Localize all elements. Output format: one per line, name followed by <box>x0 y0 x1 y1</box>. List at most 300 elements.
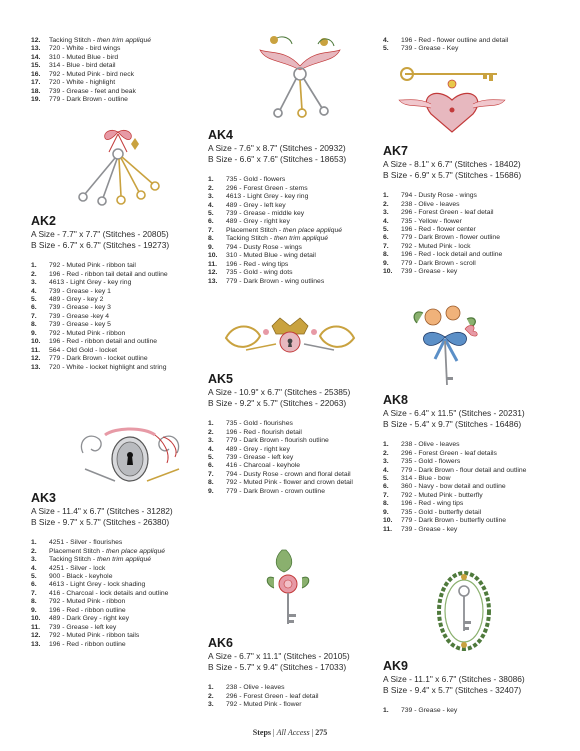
item-number: 9. <box>31 606 37 614</box>
thread-color-item <box>383 517 563 525</box>
thread-color-item <box>31 556 199 564</box>
design-code: AK4 <box>208 128 234 142</box>
thread-color-item <box>383 441 563 449</box>
thread-color-list <box>383 37 563 54</box>
thread-color-item <box>208 701 378 709</box>
item-number: 6. <box>31 304 37 312</box>
thread-color-item <box>208 252 378 260</box>
item-number: 10. <box>383 517 393 525</box>
item-text: 238 - Olive - leaves <box>401 441 460 449</box>
footer-section: All Access <box>276 728 310 737</box>
thread-color-item <box>31 79 199 87</box>
item-number: 4. <box>208 201 214 209</box>
thread-color-item <box>383 483 563 491</box>
item-text: 779 - Dark Brown - flour detail and outline <box>401 466 527 474</box>
item-number: 11. <box>208 260 218 268</box>
thread-color-item <box>383 234 563 242</box>
item-number: 3. <box>208 701 214 709</box>
item-number: 6. <box>208 218 214 226</box>
item-text: 739 - Grease - key 3 <box>49 304 111 312</box>
item-number: 14. <box>31 53 41 61</box>
thread-color-item <box>31 624 199 632</box>
ak6-block <box>208 636 378 710</box>
thread-color-item <box>208 235 378 243</box>
ak8-block <box>383 393 563 534</box>
item-text: 735 - Gold - wing dots <box>226 269 293 277</box>
item-number: 3. <box>208 193 214 201</box>
item-text: 779 - Dark Brown - locket outline <box>49 355 148 363</box>
thread-color-item <box>208 244 378 252</box>
thread-color-item <box>31 330 199 338</box>
item-number: 2. <box>31 547 37 555</box>
thread-color-item <box>208 202 378 210</box>
item-text: 779 - Dark Brown - butterfly outline <box>401 517 507 525</box>
thread-color-item <box>208 227 378 235</box>
thread-color-item <box>31 641 199 649</box>
thread-color-item <box>31 71 199 79</box>
item-text: 196 - Red - flower center <box>401 226 476 233</box>
ak7-heart-lock-embroidery-image <box>397 64 507 140</box>
item-number: 2. <box>383 449 389 457</box>
thread-color-item <box>383 37 563 45</box>
thread-color-item <box>383 251 563 259</box>
item-number: 11. <box>31 623 41 631</box>
item-number: 1. <box>31 262 37 270</box>
ak8-bow-key-embroidery-image <box>407 303 487 391</box>
item-text: 792 - Muted Pink - ribbon <box>49 329 126 337</box>
thread-color-item <box>208 454 378 462</box>
item-text: 739 - Grease - feet and beak <box>49 87 136 95</box>
item-text: 735 - Gold - flowers <box>401 458 461 466</box>
item-number: 12. <box>31 632 41 640</box>
item-number: 13. <box>31 640 41 648</box>
thread-color-item <box>383 218 563 226</box>
item-text: 739 - Grease - key <box>401 707 458 715</box>
item-number: 8. <box>383 500 389 508</box>
thread-color-item <box>31 338 199 346</box>
page-number: 275 <box>315 728 328 737</box>
item-text: 360 - Navy - bow detail and outline <box>401 483 506 491</box>
item-text: 296 - Forest Green - leaf detail <box>226 692 319 700</box>
item-number: 6. <box>31 581 37 589</box>
item-number: 1. <box>383 192 389 200</box>
item-number: 18. <box>31 87 41 95</box>
thread-color-item <box>31 347 199 355</box>
item-number: 1. <box>208 684 214 692</box>
design-code: AK3 <box>31 491 57 505</box>
item-text: Placement Stitch - <box>226 226 284 234</box>
thread-color-list <box>31 539 199 649</box>
item-number: 3. <box>383 209 389 217</box>
size-b-line: B Size - 5.4" x 9.7" (Stitches - 16486) <box>383 418 522 429</box>
item-number: 4. <box>383 37 389 44</box>
item-number: 1. <box>31 539 37 547</box>
item-number: 8. <box>383 251 389 259</box>
thread-color-list <box>383 441 563 534</box>
thread-color-item <box>208 429 378 437</box>
item-text: 779 - Dark Brown - crown outline <box>226 487 325 495</box>
size-a-line: A Size - 7.7" x 7.7" (Stitches - 20805) <box>31 229 169 239</box>
item-text: 779 - Dark Brown - scroll <box>401 259 476 267</box>
thread-color-item <box>208 176 378 184</box>
thread-color-item <box>208 693 378 701</box>
thread-color-item <box>31 539 199 547</box>
item-number: 10. <box>31 615 41 623</box>
thread-color-item <box>208 185 378 193</box>
thread-color-item <box>31 304 199 312</box>
item-text: 238 - Olive - leaves <box>401 200 460 208</box>
design-code: AK7 <box>383 144 409 158</box>
item-text: 779 - Dark Brown - flower outline <box>401 234 500 242</box>
size-b-line: B Size - 9.2" x 5.7" (Stitches - 22063) <box>208 397 347 408</box>
item-number: 2. <box>383 200 389 208</box>
item-number: 6. <box>383 483 389 491</box>
thread-color-item <box>31 88 199 96</box>
item-text: 720 - White - locket highlight and string <box>49 363 167 371</box>
item-text: 238 - Olive - leaves <box>226 684 285 692</box>
item-number: 4. <box>31 564 37 572</box>
item-number: 6. <box>383 234 389 242</box>
item-number: 16. <box>31 70 41 78</box>
item-text: 739 - Grease - key <box>401 525 458 533</box>
item-number: 8. <box>208 479 214 487</box>
item-number: 10. <box>208 252 218 260</box>
item-number: 8. <box>31 598 37 606</box>
size-a-line: A Size - 8.1" x 6.7" (Stitches - 18402) <box>383 159 521 169</box>
item-number: 12. <box>208 269 218 277</box>
item-text: 196 - Red - lock detail and outline <box>401 251 503 259</box>
thread-color-list <box>31 37 199 105</box>
thread-color-item <box>31 581 199 589</box>
item-text: 779 - Dark Brown - wing outlines <box>226 277 325 285</box>
item-text: 196 - Red - wing tips <box>226 260 289 268</box>
thread-color-item <box>31 62 199 70</box>
item-number: 1. <box>383 707 389 715</box>
item-note: then place appliqué <box>106 547 166 555</box>
size-a-line: A Size - 7.6" x 8.7" (Stitches - 20932) <box>208 143 346 153</box>
thread-color-item <box>383 243 563 251</box>
item-number: 13. <box>31 363 41 371</box>
item-text: 900 - Black - keyhole <box>49 573 113 580</box>
item-number: 9. <box>208 487 214 495</box>
item-number: 9. <box>208 243 214 251</box>
thread-color-list <box>208 684 378 709</box>
item-text: 792 - Muted Pink - flower <box>226 701 302 709</box>
item-text: 792 - Muted Pink - ribbon tail <box>49 262 136 270</box>
item-number: 10. <box>31 338 41 346</box>
item-text: 489 - Dark Grey - right key <box>49 615 130 623</box>
thread-color-item <box>383 500 563 508</box>
thread-color-item <box>208 471 378 479</box>
design-code: AK2 <box>31 214 57 228</box>
item-text: 720 - White - highlight <box>49 79 116 87</box>
size-a-line: A Size - 6.7" x 11.1" (Stitches - 20105) <box>208 651 350 661</box>
item-text: 489 - Grey - right key <box>226 218 290 226</box>
size-b-line: B Size - 6.9" x 5.7" (Stitches - 15686) <box>383 169 522 180</box>
item-number: 2. <box>31 270 37 278</box>
item-number: 7. <box>208 226 214 234</box>
item-text: 792 - Muted Pink - ribbon <box>49 598 126 606</box>
size-b-line: B Size - 9.7" x 5.7" (Stitches - 26380) <box>31 516 170 527</box>
thread-color-item <box>208 278 378 286</box>
item-text: 4251 - Silver - lock <box>49 564 106 572</box>
item-number: 7. <box>208 470 214 478</box>
item-number: 5. <box>208 454 214 461</box>
footer-separator: | <box>311 728 314 737</box>
item-text: 564 - Old Gold - locket <box>49 346 117 354</box>
item-note: then place appliqué <box>283 226 343 234</box>
thread-color-item <box>383 192 563 200</box>
item-number: 10. <box>383 268 393 276</box>
thread-color-item <box>208 462 378 470</box>
thread-color-item <box>208 269 378 277</box>
item-text: 4613 - Light Grey - lock shading <box>49 581 146 589</box>
thread-color-item <box>208 193 378 201</box>
item-text: 735 - Gold - flourishes <box>226 420 293 428</box>
item-note: then trim appliqué <box>96 556 152 564</box>
size-b-line: B Size - 6.6" x 7.6" (Stitches - 18653) <box>208 153 347 164</box>
thread-color-item <box>383 492 563 500</box>
thread-color-list <box>208 176 378 286</box>
item-text: 735 - Gold - butterfly detail <box>401 508 482 516</box>
item-text: 489 - Grey - key 2 <box>49 296 104 303</box>
item-text: Tacking Stitch - <box>49 37 97 44</box>
item-text: Tacking Stitch - <box>226 235 274 243</box>
item-number: 6. <box>208 462 214 470</box>
item-number: 7. <box>31 312 37 320</box>
item-text: 779 - Dark Brown - outline <box>49 96 128 104</box>
thread-color-item <box>31 288 199 296</box>
item-number: 17. <box>31 79 41 87</box>
size-b-line: B Size - 5.7" x 9.4" (Stitches - 17033) <box>208 661 347 672</box>
item-text: 196 - Red - wing tips <box>401 500 464 508</box>
item-number: 13. <box>31 45 41 53</box>
thread-color-item <box>383 707 563 715</box>
item-text: 720 - White - bird wings <box>49 45 121 53</box>
item-text: 489 - Grey - right key <box>226 445 290 453</box>
item-text: 792 - Muted Pink - ribbon tails <box>49 632 140 640</box>
item-number: 12. <box>31 355 41 363</box>
item-number: 3. <box>31 279 37 287</box>
thread-color-item <box>383 475 563 483</box>
ak5-crown-embroidery-image <box>220 314 360 360</box>
item-number: 1. <box>208 420 214 428</box>
item-text: 739 - Grease - key 1 <box>49 287 111 295</box>
ak2-keys-embroidery-image <box>73 126 163 206</box>
thread-color-item <box>31 364 199 372</box>
thread-color-item <box>31 590 199 598</box>
item-text: 739 - Grease -key 4 <box>49 312 110 320</box>
item-text: 314 - Blue - bird detail <box>49 62 116 70</box>
thread-color-item <box>31 607 199 615</box>
item-number: 2. <box>208 184 214 192</box>
item-number: 5. <box>383 45 389 53</box>
design-code: AK8 <box>383 393 409 407</box>
thread-color-item <box>31 565 199 573</box>
item-text: 296 - Forest Green - stems <box>226 184 308 192</box>
item-text: 739 - Grease - Key <box>401 45 459 53</box>
item-text: 794 - Dusty Rose - wings <box>226 243 302 251</box>
item-number: 8. <box>31 321 37 329</box>
thread-color-item <box>383 201 563 209</box>
item-text: 739 - Grease - left key <box>226 454 294 461</box>
item-number: 1. <box>383 441 389 449</box>
item-number: 5. <box>383 226 389 233</box>
thread-color-item <box>383 450 563 458</box>
ak6-continued <box>383 37 563 54</box>
item-number: 3. <box>383 458 389 466</box>
ak6-key-rose-embroidery-image <box>260 544 320 632</box>
item-text: 739 - Grease - left key <box>49 623 117 631</box>
thread-color-item <box>31 598 199 606</box>
item-number: 5. <box>383 475 389 482</box>
item-number: 3. <box>31 556 37 564</box>
thread-color-item <box>383 268 563 276</box>
item-text: 779 - Dark Brown - flourish outline <box>226 437 329 445</box>
item-number: 5. <box>31 296 37 303</box>
item-number: 8. <box>208 235 214 243</box>
thread-color-item <box>31 313 199 321</box>
thread-color-item <box>208 261 378 269</box>
thread-color-item <box>31 296 199 304</box>
item-note: then trim appliqué <box>273 235 329 243</box>
thread-color-list <box>383 707 563 715</box>
thread-color-list <box>208 420 378 496</box>
item-text: Placement Stitch - <box>49 547 107 555</box>
item-number: 4. <box>383 217 389 225</box>
thread-color-item <box>383 260 563 268</box>
item-text: 296 - Forest Green - leaf detail <box>401 209 494 217</box>
item-number: 11. <box>31 346 41 354</box>
thread-color-list <box>383 192 563 277</box>
item-text: 416 - Charcoal - lock details and outline <box>49 589 169 597</box>
thread-color-item <box>208 218 378 226</box>
ak4-block <box>208 128 378 286</box>
thread-color-item <box>208 488 378 496</box>
size-a-line: A Size - 6.4" x 11.5" (Stitches - 20231) <box>383 408 525 418</box>
item-text: 739 - Grease - key <box>401 268 458 276</box>
item-number: 9. <box>383 259 389 267</box>
item-number: 9. <box>31 329 37 337</box>
thread-color-item <box>383 226 563 234</box>
item-number: 7. <box>383 491 389 499</box>
thread-color-item <box>31 355 199 363</box>
item-number: 4. <box>208 445 214 453</box>
item-text: Tacking Stitch - <box>49 556 97 564</box>
item-text: 792 - Muted Pink - lock <box>401 242 471 250</box>
item-number: 2. <box>208 428 214 436</box>
size-a-line: A Size - 10.9" x 6.7" (Stitches - 25385) <box>208 387 351 397</box>
item-text: 735 - Gold - flowers <box>226 176 286 184</box>
ak9-wreath-key-embroidery-image <box>435 569 493 653</box>
thread-color-item <box>31 54 199 62</box>
thread-color-item <box>383 209 563 217</box>
thread-color-item <box>31 573 199 581</box>
item-number: 15. <box>31 62 41 70</box>
thread-color-item <box>31 279 199 287</box>
thread-color-item <box>383 467 563 475</box>
thread-color-item <box>31 615 199 623</box>
item-text: 4613 - Light Grey - key ring <box>49 279 132 287</box>
item-text: 196 - Red - ribbon outline <box>49 640 126 648</box>
item-number: 7. <box>31 589 37 597</box>
ak3-lock-embroidery-image <box>75 423 185 488</box>
item-text: 792 - Muted Pink - butterfly <box>401 491 483 499</box>
page-footer <box>0 728 580 737</box>
design-code: AK9 <box>383 659 409 673</box>
thread-color-item <box>208 420 378 428</box>
item-number: 2. <box>208 692 214 700</box>
thread-color-item <box>208 437 378 445</box>
thread-color-item <box>383 45 563 53</box>
thread-color-item <box>383 526 563 534</box>
thread-color-item <box>383 509 563 517</box>
ak5-block <box>208 372 378 496</box>
thread-color-item <box>31 321 199 329</box>
design-code: AK6 <box>208 636 234 650</box>
item-number: 3. <box>208 437 214 445</box>
design-code: AK5 <box>208 372 234 386</box>
thread-color-item <box>208 446 378 454</box>
ak1-continued <box>31 37 199 105</box>
thread-color-item <box>31 262 199 270</box>
item-text: 489 - Grey - left key <box>226 201 286 209</box>
thread-color-item <box>31 632 199 640</box>
item-text: 296 - Forest Green - leaf details <box>401 449 497 457</box>
ak4-keys-embroidery-image <box>252 30 347 118</box>
thread-color-item <box>31 548 199 556</box>
item-number: 11. <box>383 525 393 533</box>
item-text: 735 - Yellow - flower <box>401 217 462 225</box>
thread-color-item <box>208 684 378 692</box>
size-b-line: B Size - 9.4" x 5.7" (Stitches - 32407) <box>383 684 522 695</box>
footer-brand: Steps <box>252 728 272 737</box>
item-text: 314 - Blue - bow <box>401 475 451 482</box>
item-text: 196 - Red - flower outline and detail <box>401 37 509 44</box>
item-number: 9. <box>383 508 389 516</box>
item-number: 4. <box>31 287 37 295</box>
item-text: 416 - Charcoal - keyhole <box>226 462 301 470</box>
item-note: then trim appliqué <box>96 37 152 44</box>
thread-color-item <box>31 271 199 279</box>
item-text: 196 - Red - ribbon tail detail and outline <box>49 270 168 278</box>
item-text: 4613 - Light Grey - key ring <box>226 193 309 201</box>
item-text: 792 - Muted Pink - flower and crown detail <box>226 479 353 487</box>
item-number: 19. <box>31 96 41 104</box>
item-number: 4. <box>383 466 389 474</box>
size-a-line: A Size - 11.1" x 6.7" (Stitches - 38086) <box>383 674 525 684</box>
item-text: 310 - Muted Blue - wing detail <box>226 252 316 260</box>
item-number: 1. <box>208 176 214 184</box>
item-text: 4251 - Silver - flourishes <box>49 539 123 547</box>
ak3-block <box>31 491 199 649</box>
item-text: 196 - Red - flourish detail <box>226 428 302 436</box>
item-text: 792 - Muted Pink - bird neck <box>49 70 135 78</box>
item-text: 794 - Dusty Rose - wings <box>401 192 477 200</box>
thread-color-item <box>208 479 378 487</box>
thread-color-item <box>31 96 199 104</box>
thread-color-item <box>31 37 199 45</box>
ak9-block <box>383 659 563 716</box>
item-number: 13. <box>208 277 218 285</box>
item-text: 794 - Dusty Rose - crown and floral detail <box>226 470 351 478</box>
item-number: 5. <box>208 210 214 217</box>
item-text: 739 - Grease - middle key <box>226 210 305 217</box>
thread-color-list <box>31 262 199 372</box>
item-number: 7. <box>383 242 389 250</box>
item-number: 12. <box>31 37 41 44</box>
item-number: 5. <box>31 573 37 580</box>
